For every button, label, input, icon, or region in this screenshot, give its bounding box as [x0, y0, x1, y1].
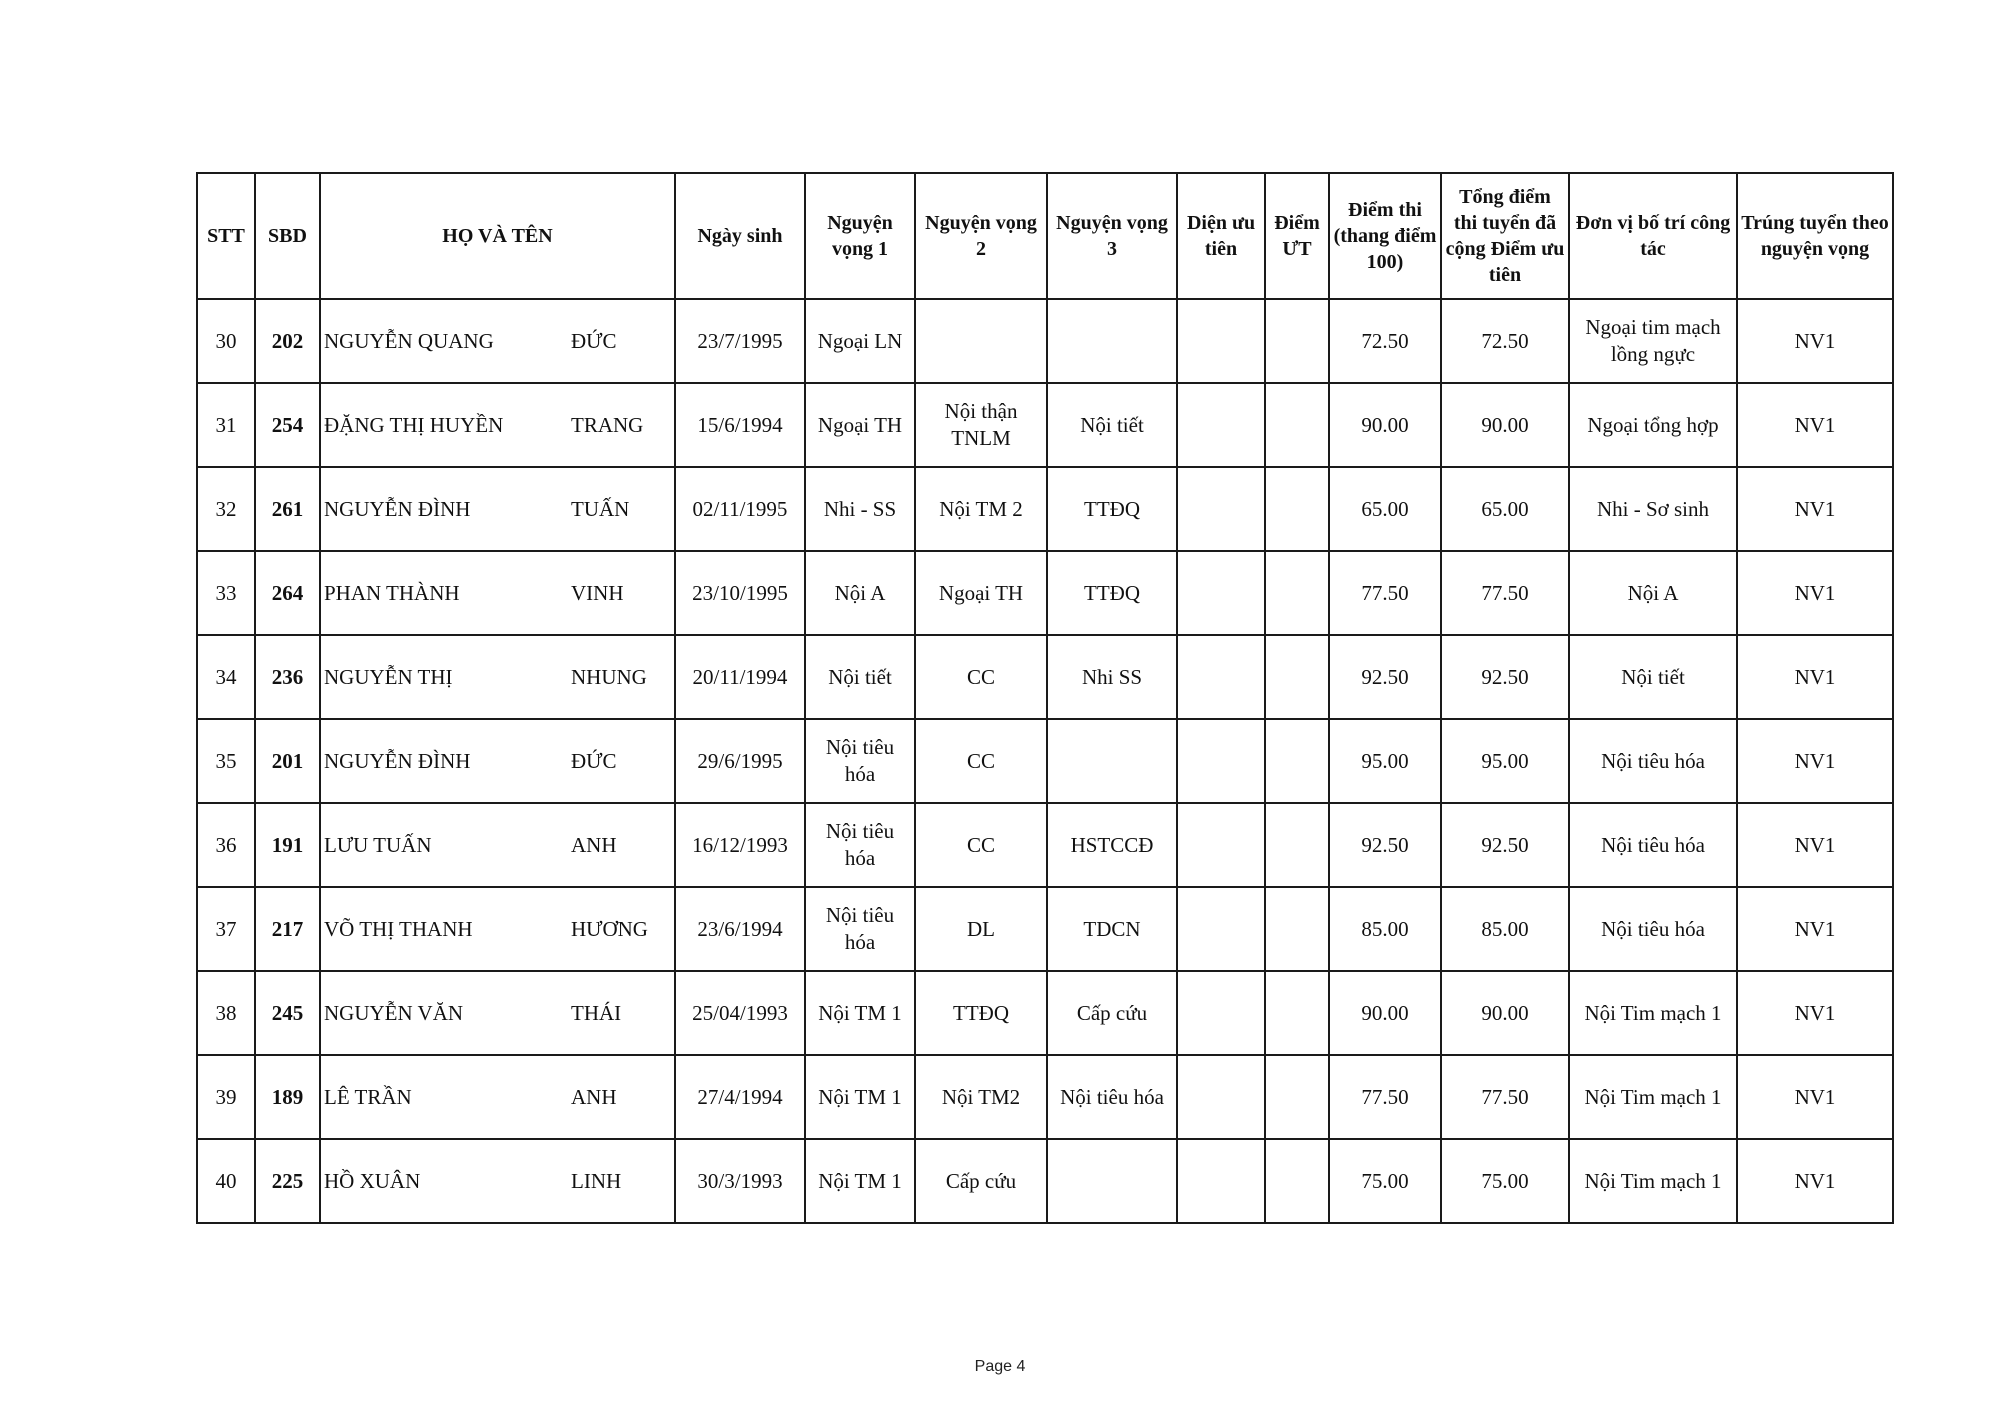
- cell-total-score: 92.50: [1441, 635, 1569, 719]
- cell-dob: 23/7/1995: [675, 299, 805, 383]
- cell-stt: 40: [197, 1139, 255, 1223]
- cell-priority-points: [1265, 887, 1329, 971]
- cell-sbd: 261: [255, 467, 320, 551]
- cell-priority-group: [1177, 1139, 1265, 1223]
- cell-total-score: 90.00: [1441, 971, 1569, 1055]
- cell-nv2: TTĐQ: [915, 971, 1047, 1055]
- cell-nv2: CC: [915, 719, 1047, 803]
- cell-total-score: 92.50: [1441, 803, 1569, 887]
- cell-priority-group: [1177, 467, 1265, 551]
- family-name: NGUYỄN VĂN: [324, 1000, 464, 1025]
- cell-exam-score: 92.50: [1329, 803, 1441, 887]
- cell-exam-score: 92.50: [1329, 635, 1441, 719]
- cell-priority-points: [1265, 719, 1329, 803]
- cell-sbd: 191: [255, 803, 320, 887]
- cell-nv1: Nội tiêu hóa: [805, 887, 915, 971]
- cell-dob: 23/10/1995: [675, 551, 805, 635]
- table-row: [197, 551, 1893, 635]
- cell-stt: 39: [197, 1055, 255, 1139]
- full-name: [324, 832, 671, 859]
- cell-stt: 33: [197, 551, 255, 635]
- family-name: LÊ TRẦN: [324, 1084, 412, 1109]
- cell-nv2: CC: [915, 803, 1047, 887]
- given-name: HƯƠNG: [571, 916, 648, 941]
- table-row: [197, 803, 1893, 887]
- cell-name: [320, 971, 675, 1055]
- cell-admitted-by: NV1: [1737, 971, 1893, 1055]
- cell-name: [320, 803, 675, 887]
- cell-nv3: HSTCCĐ: [1047, 803, 1177, 887]
- header-sbd: SBD: [255, 173, 320, 299]
- cell-admitted-by: NV1: [1737, 719, 1893, 803]
- results-table: [196, 172, 1894, 1224]
- cell-admitted-by: NV1: [1737, 383, 1893, 467]
- cell-name: [320, 1055, 675, 1139]
- table-row: [197, 635, 1893, 719]
- header-priority-group: Diện ưu tiên: [1177, 173, 1265, 299]
- cell-nv3: Cấp cứu: [1047, 971, 1177, 1055]
- table-row: [197, 467, 1893, 551]
- full-name: [324, 412, 671, 439]
- cell-exam-score: 77.50: [1329, 1055, 1441, 1139]
- cell-name: [320, 551, 675, 635]
- cell-name: [320, 299, 675, 383]
- cell-priority-points: [1265, 1055, 1329, 1139]
- cell-priority-group: [1177, 635, 1265, 719]
- cell-name: [320, 1139, 675, 1223]
- full-name: [324, 496, 671, 523]
- cell-priority-group: [1177, 971, 1265, 1055]
- family-name: HỒ XUÂN: [324, 1168, 421, 1193]
- cell-nv3: TTĐQ: [1047, 551, 1177, 635]
- cell-priority-points: [1265, 299, 1329, 383]
- cell-stt: 32: [197, 467, 255, 551]
- family-name: VÕ THỊ THANH: [324, 916, 473, 941]
- family-name: LƯU TUẤN: [324, 832, 432, 857]
- cell-priority-points: [1265, 383, 1329, 467]
- cell-assigned-unit: Nội A: [1569, 551, 1737, 635]
- cell-priority-group: [1177, 551, 1265, 635]
- cell-priority-group: [1177, 803, 1265, 887]
- header-exam-score: Điểm thi (thang điểm 100): [1329, 173, 1441, 299]
- cell-priority-group: [1177, 383, 1265, 467]
- full-name: [324, 916, 671, 943]
- cell-assigned-unit: Nội tiêu hóa: [1569, 803, 1737, 887]
- header-name: HỌ VÀ TÊN: [320, 173, 675, 299]
- full-name: [324, 580, 671, 607]
- cell-nv1: Nội tiết: [805, 635, 915, 719]
- cell-dob: 02/11/1995: [675, 467, 805, 551]
- cell-nv2: Ngoại TH: [915, 551, 1047, 635]
- cell-nv3: Nội tiêu hóa: [1047, 1055, 1177, 1139]
- cell-total-score: 85.00: [1441, 887, 1569, 971]
- cell-exam-score: 72.50: [1329, 299, 1441, 383]
- given-name: TRANG: [571, 412, 644, 437]
- cell-total-score: 77.50: [1441, 551, 1569, 635]
- given-name: ANH: [571, 1084, 617, 1109]
- cell-nv3: [1047, 719, 1177, 803]
- cell-nv1: Nội TM 1: [805, 1055, 915, 1139]
- cell-exam-score: 65.00: [1329, 467, 1441, 551]
- cell-assigned-unit: Nội tiêu hóa: [1569, 719, 1737, 803]
- cell-priority-points: [1265, 1139, 1329, 1223]
- given-name: ĐỨC: [571, 328, 617, 353]
- cell-nv1: Ngoại LN: [805, 299, 915, 383]
- cell-exam-score: 77.50: [1329, 551, 1441, 635]
- cell-nv3: Nhi SS: [1047, 635, 1177, 719]
- cell-nv2: Nội thận TNLM: [915, 383, 1047, 467]
- full-name: [324, 1084, 671, 1111]
- cell-assigned-unit: Nội Tim mạch 1: [1569, 1055, 1737, 1139]
- cell-exam-score: 85.00: [1329, 887, 1441, 971]
- table-row: [197, 719, 1893, 803]
- cell-nv3: TDCN: [1047, 887, 1177, 971]
- cell-nv3: [1047, 1139, 1177, 1223]
- cell-stt: 34: [197, 635, 255, 719]
- cell-nv1: Nội A: [805, 551, 915, 635]
- header-nv3: Nguyện vọng 3: [1047, 173, 1177, 299]
- family-name: NGUYỄN THỊ: [324, 664, 453, 689]
- cell-nv2: [915, 299, 1047, 383]
- cell-nv2: DL: [915, 887, 1047, 971]
- cell-priority-group: [1177, 1055, 1265, 1139]
- full-name: [324, 664, 671, 691]
- table-row: [197, 383, 1893, 467]
- cell-exam-score: 75.00: [1329, 1139, 1441, 1223]
- table-body: [197, 299, 1893, 1223]
- cell-sbd: 225: [255, 1139, 320, 1223]
- family-name: NGUYỄN QUANG: [324, 328, 494, 353]
- header-dob: Ngày sinh: [675, 173, 805, 299]
- cell-admitted-by: NV1: [1737, 299, 1893, 383]
- given-name: LINH: [571, 1168, 622, 1193]
- cell-exam-score: 90.00: [1329, 971, 1441, 1055]
- cell-name: [320, 383, 675, 467]
- cell-stt: 38: [197, 971, 255, 1055]
- cell-stt: 31: [197, 383, 255, 467]
- cell-admitted-by: NV1: [1737, 1139, 1893, 1223]
- cell-stt: 30: [197, 299, 255, 383]
- table-row: [197, 1055, 1893, 1139]
- family-name: ĐẶNG THỊ HUYỀN: [324, 412, 504, 437]
- results-table-container: [196, 172, 1892, 1224]
- cell-priority-points: [1265, 803, 1329, 887]
- cell-nv1: Nội tiêu hóa: [805, 719, 915, 803]
- cell-stt: 36: [197, 803, 255, 887]
- cell-nv1: Nội TM 1: [805, 971, 915, 1055]
- cell-nv1: Nội tiêu hóa: [805, 803, 915, 887]
- cell-nv2: Nội TM2: [915, 1055, 1047, 1139]
- cell-total-score: 90.00: [1441, 383, 1569, 467]
- cell-priority-points: [1265, 551, 1329, 635]
- given-name: NHUNG: [571, 664, 647, 689]
- given-name: TUẤN: [571, 496, 630, 521]
- page-number: Page 4: [974, 1358, 1026, 1375]
- cell-admitted-by: NV1: [1737, 1055, 1893, 1139]
- cell-stt: 35: [197, 719, 255, 803]
- cell-sbd: 217: [255, 887, 320, 971]
- cell-nv3: [1047, 299, 1177, 383]
- full-name: [324, 1000, 671, 1027]
- given-name: ĐỨC: [571, 748, 617, 773]
- full-name: [324, 328, 671, 355]
- table-row: [197, 971, 1893, 1055]
- cell-dob: 27/4/1994: [675, 1055, 805, 1139]
- cell-nv1: Nội TM 1: [805, 1139, 915, 1223]
- cell-admitted-by: NV1: [1737, 551, 1893, 635]
- header-nv2: Nguyện vọng 2: [915, 173, 1047, 299]
- cell-exam-score: 95.00: [1329, 719, 1441, 803]
- cell-stt: 37: [197, 887, 255, 971]
- cell-priority-points: [1265, 635, 1329, 719]
- full-name: [324, 748, 671, 775]
- cell-assigned-unit: Nội Tim mạch 1: [1569, 971, 1737, 1055]
- full-name: [324, 1168, 671, 1195]
- cell-total-score: 72.50: [1441, 299, 1569, 383]
- cell-priority-group: [1177, 299, 1265, 383]
- header-stt: STT: [197, 173, 255, 299]
- cell-total-score: 75.00: [1441, 1139, 1569, 1223]
- cell-assigned-unit: Ngoại tim mạch lồng ngực: [1569, 299, 1737, 383]
- cell-priority-points: [1265, 971, 1329, 1055]
- cell-sbd: 245: [255, 971, 320, 1055]
- cell-total-score: 95.00: [1441, 719, 1569, 803]
- cell-dob: 29/6/1995: [675, 719, 805, 803]
- cell-name: [320, 719, 675, 803]
- cell-sbd: 264: [255, 551, 320, 635]
- cell-name: [320, 467, 675, 551]
- cell-dob: 30/3/1993: [675, 1139, 805, 1223]
- header-total-score: Tổng điểm thi tuyển đã cộng Điểm ưu tiên: [1441, 173, 1569, 299]
- cell-dob: 23/6/1994: [675, 887, 805, 971]
- header-nv1: Nguyện vọng 1: [805, 173, 915, 299]
- cell-priority-group: [1177, 887, 1265, 971]
- cell-priority-points: [1265, 467, 1329, 551]
- cell-admitted-by: NV1: [1737, 467, 1893, 551]
- table-row: [197, 1139, 1893, 1223]
- cell-assigned-unit: Nhi - Sơ sinh: [1569, 467, 1737, 551]
- family-name: NGUYỄN ĐÌNH: [324, 748, 471, 773]
- header-row: [197, 173, 1893, 299]
- cell-dob: 25/04/1993: [675, 971, 805, 1055]
- given-name: THÁI: [571, 1000, 622, 1025]
- table-row: [197, 299, 1893, 383]
- cell-nv3: Nội tiết: [1047, 383, 1177, 467]
- cell-sbd: 236: [255, 635, 320, 719]
- cell-assigned-unit: Nội tiết: [1569, 635, 1737, 719]
- cell-assigned-unit: Ngoại tổng hợp: [1569, 383, 1737, 467]
- cell-dob: 20/11/1994: [675, 635, 805, 719]
- cell-assigned-unit: Nội tiêu hóa: [1569, 887, 1737, 971]
- cell-nv1: Nhi - SS: [805, 467, 915, 551]
- header-admitted-by: Trúng tuyển theo nguyện vọng: [1737, 173, 1893, 299]
- cell-sbd: 201: [255, 719, 320, 803]
- cell-admitted-by: NV1: [1737, 887, 1893, 971]
- header-priority-points: Điểm ƯT: [1265, 173, 1329, 299]
- cell-priority-group: [1177, 719, 1265, 803]
- cell-total-score: 65.00: [1441, 467, 1569, 551]
- cell-dob: 15/6/1994: [675, 383, 805, 467]
- cell-nv3: TTĐQ: [1047, 467, 1177, 551]
- cell-sbd: 189: [255, 1055, 320, 1139]
- cell-name: [320, 887, 675, 971]
- cell-total-score: 77.50: [1441, 1055, 1569, 1139]
- cell-nv2: Nội TM 2: [915, 467, 1047, 551]
- cell-assigned-unit: Nội Tim mạch 1: [1569, 1139, 1737, 1223]
- cell-admitted-by: NV1: [1737, 635, 1893, 719]
- family-name: NGUYỄN ĐÌNH: [324, 496, 471, 521]
- given-name: VINH: [571, 580, 624, 605]
- table-row: [197, 887, 1893, 971]
- given-name: ANH: [571, 832, 617, 857]
- cell-sbd: 254: [255, 383, 320, 467]
- cell-dob: 16/12/1993: [675, 803, 805, 887]
- cell-nv2: Cấp cứu: [915, 1139, 1047, 1223]
- table-header: [197, 173, 1893, 299]
- cell-nv2: CC: [915, 635, 1047, 719]
- family-name: PHAN THÀNH: [324, 580, 460, 605]
- header-assigned-unit: Đơn vị bố trí công tác: [1569, 173, 1737, 299]
- cell-nv1: Ngoại TH: [805, 383, 915, 467]
- cell-name: [320, 635, 675, 719]
- cell-admitted-by: NV1: [1737, 803, 1893, 887]
- cell-exam-score: 90.00: [1329, 383, 1441, 467]
- cell-sbd: 202: [255, 299, 320, 383]
